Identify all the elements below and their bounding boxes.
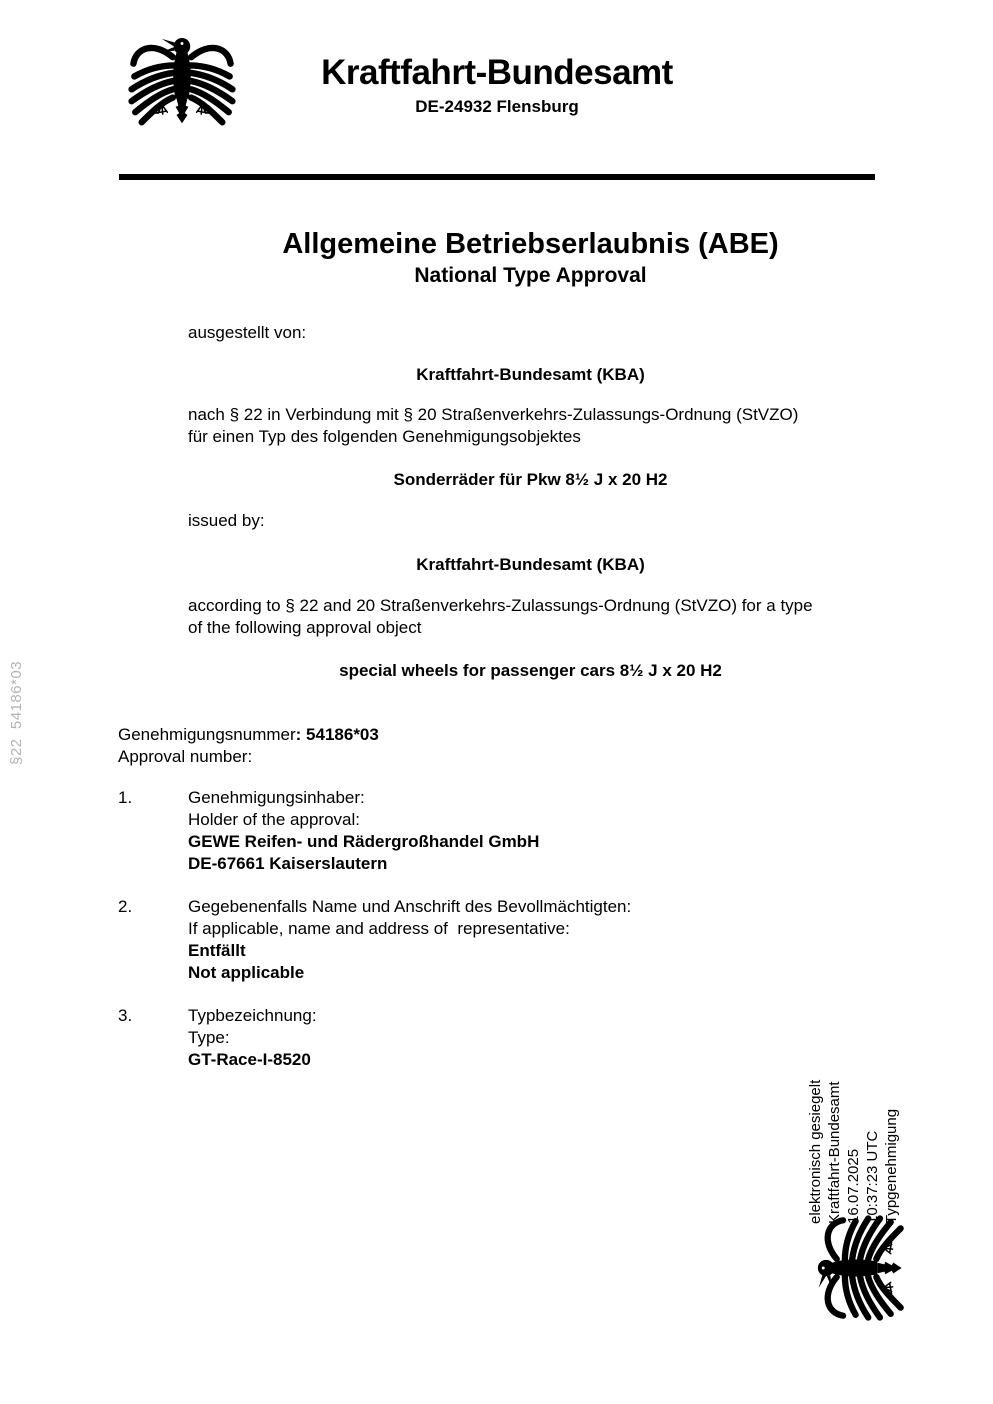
approval-number-value: : 54186*03 xyxy=(295,725,379,744)
seal-line: 16.07.2025 xyxy=(845,1148,862,1224)
electronic-seal-text-lines xyxy=(806,1044,904,1224)
item-line: Not applicable xyxy=(188,963,305,982)
item-type xyxy=(118,1005,875,1071)
item-number: 2. xyxy=(118,897,133,916)
item-content xyxy=(188,787,539,875)
agency-address: DE-24932 Flensburg xyxy=(415,97,579,116)
item-line: GEWE Reifen- und Rädergroßhandel GmbH xyxy=(188,832,540,851)
item-number: 1. xyxy=(118,788,133,807)
item-line: If applicable, name and address of representative: xyxy=(188,919,570,938)
authority-de: Kraftfahrt-Bundesamt (KBA) xyxy=(416,365,645,384)
seal-line: Kraftfahrt-Bundesamt xyxy=(826,1081,843,1224)
item-line: Type: xyxy=(188,1028,230,1047)
federal-eagle-icon xyxy=(127,32,237,142)
document-title-en: National Type Approval xyxy=(414,264,647,287)
agency-name: Kraftfahrt-Bundesamt xyxy=(321,53,673,92)
approval-number-line-de xyxy=(118,724,379,746)
legal-basis-de-line1: nach § 22 in Verbindung mit § 20 Straßenverkehrs-Zulassungs-Ordnung (StVZO) xyxy=(188,405,799,424)
item-content xyxy=(188,896,631,984)
approval-number-label-en: Approval number: xyxy=(118,747,253,766)
document-title-de: Allgemeine Betriebserlaubnis (ABE) xyxy=(282,228,779,260)
approval-object-en: special wheels for passenger cars 8½ J x 20 H2 xyxy=(339,661,722,680)
item-line: Entfällt xyxy=(188,941,246,960)
approval-number-block xyxy=(118,724,379,768)
legal-basis-en-line1: according to § 22 and 20 Straßenverkehrs-Zulassungs-Ordnung (StVZO) for a type xyxy=(188,596,813,615)
item-number: 3. xyxy=(118,1006,133,1025)
item-content xyxy=(188,1005,317,1071)
approval-number-label-de: Genehmigungsnummer xyxy=(118,725,296,744)
item-line: DE-67661 Kaiserslautern xyxy=(188,854,388,873)
main-content xyxy=(188,228,873,682)
item-line: GT-Race-I-8520 xyxy=(188,1050,311,1069)
legal-basis-en-line2: of the following approval object xyxy=(188,618,422,637)
item-line: Gegebenenfalls Name und Anschrift des Bevollmächtigten: xyxy=(188,897,632,916)
item-representative xyxy=(118,896,875,984)
header-divider xyxy=(119,174,875,180)
item-line: Holder of the approval: xyxy=(188,810,360,829)
item-line: Genehmigungsinhaber: xyxy=(188,788,365,807)
legal-basis-de xyxy=(188,404,873,448)
seal-line: elektronisch gesiegelt xyxy=(807,1079,824,1224)
issued-by-label-de: ausgestellt von: xyxy=(188,323,307,342)
header xyxy=(250,53,744,117)
numbered-items xyxy=(118,787,875,1092)
margin-note-text: §22 54186*03 xyxy=(8,660,25,765)
electronic-seal-text xyxy=(806,1044,904,1224)
item-line: Typbezeichnung: xyxy=(188,1006,317,1025)
seal-eagle-icon xyxy=(812,1214,920,1322)
approval-object-de: Sonderräder für Pkw 8½ J x 20 H2 xyxy=(393,470,668,489)
seal-line: 10:37:23 UTC xyxy=(864,1130,881,1224)
seal-line: Typgenehmigung xyxy=(883,1108,900,1224)
authority-en: Kraftfahrt-Bundesamt (KBA) xyxy=(416,555,645,574)
legal-basis-en xyxy=(188,595,873,639)
item-holder xyxy=(118,787,875,875)
issued-by-label-en: issued by: xyxy=(188,511,265,530)
margin-note xyxy=(4,633,30,765)
legal-basis-de-line2: für einen Typ des folgenden Genehmigungsobjektes xyxy=(188,427,581,446)
